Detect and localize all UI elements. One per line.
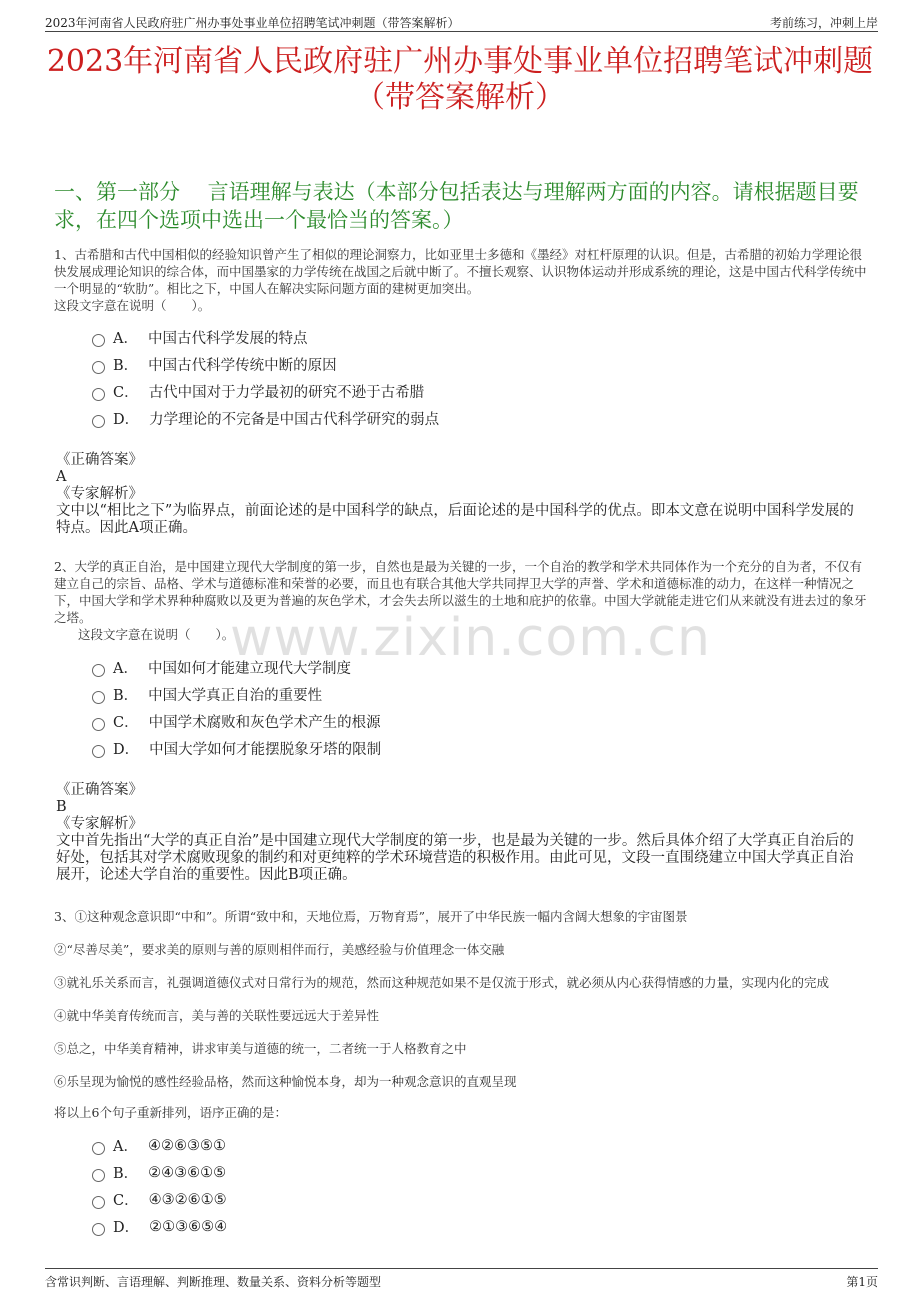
option-text: 中国古代科学传统中断的原因 (148, 358, 337, 374)
option-label: C． (113, 385, 139, 401)
analysis-text: 文中以“相比之下”为临界点，前面论述的是中国科学的缺点，后面论述的是中国科学的优点。即本文意在说明中国科学发展的特点。因此A项正确。 (56, 503, 854, 536)
header-slogan: 考前练习，冲刺上岸 (769, 16, 878, 30)
q3-option-c[interactable] (92, 1186, 612, 1213)
q2-option-d[interactable] (92, 735, 612, 762)
q1-option-a[interactable] (92, 324, 612, 351)
q1-option-d[interactable] (92, 405, 612, 432)
option-text: ④③②⑥①⑤ (148, 1191, 227, 1208)
option-label: A． (113, 1139, 138, 1155)
option-label: C． (113, 715, 139, 731)
analysis-label: 《专家解析》 (56, 816, 143, 832)
document-title (40, 44, 880, 116)
q3-sentence-5: ⑤总之，中华美育精神，讲求审美与道德的统一，二者统一于人格教育之中 (54, 1041, 467, 1056)
analysis-text: 文中首先指出“大学的真正自治”是中国建立现代大学制度的第一步，也是最为关键的一步。然后具体介绍了大学真正自治后的好处，包括其对学术腐败现象的制约和对更纯粹的学术环境营造的积极作用。由此可见，文段一直围绕建立中国大学真正自治展开，论述大学自治的重要性。因此B项正确。 (56, 833, 854, 883)
radio-icon[interactable] (92, 745, 105, 758)
option-text: 古代中国对于力学最初的研究不逊于古希腊 (148, 385, 425, 401)
radio-icon[interactable] (92, 388, 105, 401)
header-title: 2023年河南省人民政府驻广州办事处事业单位招聘笔试冲刺题（带答案解析） (45, 16, 460, 30)
option-text: 中国大学真正自治的重要性 (148, 688, 323, 704)
answer-label: 《正确答案》 (56, 782, 143, 798)
question-2-body: 2、大学的真正自治，是中国建立现代大学制度的第一步，自然也是最为关键的一步，一个自治的教学和学术共同体作为一个充分的自为者，不仅有建立自己的宗旨、品格、学术与道德标准和荣誉的必要，而且也有联合其他大学共同捍卫大学的声誉、学术和道德标准的动力，在这样一种情况之下，中国大学和学术界种种腐败以及更为普遍的灰色学术，才会失去所以滋生的土地和庇护的依靠。中国大学就能走进它们从来就没有进去过的象牙之塔。 (54, 559, 867, 625)
option-label: B． (113, 1166, 139, 1182)
footer-description: 含常识判断、言语理解、判断推理、数量关系、资料分析等题型 (45, 1275, 382, 1289)
question-1-text (54, 246, 868, 314)
question-2-answer (56, 782, 866, 884)
q3-sentence-6: ⑥乐呈现为愉悦的感性经验品格，然而这种愉悦本身，却为一种观念意识的直观呈现 (54, 1074, 517, 1089)
page-header (45, 12, 878, 32)
option-label: D． (113, 412, 140, 428)
q3-sentence-2: ②“尽善尽美”，要求美的原则与善的原则相伴而行，美感经验与价值理念一体交融 (54, 942, 505, 957)
q3-sentence-1: 3、①这种观念意识即“中和”。所谓“致中和，天地位焉，万物育焉”，展开了中华民族一幅内含阔大想象的宇宙图景 (54, 909, 688, 924)
q3-sentence-4: ④就中华美育传统而言，美与善的关联性要远远大于差异性 (54, 1008, 380, 1023)
q2-option-a[interactable] (92, 654, 612, 681)
section-heading: 一、第一部分 言语理解与表达（本部分包括表达与理解两方面的内容。请根据题目要求，在四个选项中选出一个最恰当的答案。） (54, 180, 859, 232)
answer-value: B (56, 799, 67, 815)
q2-option-b[interactable] (92, 681, 612, 708)
title-line-1: 2023年河南省人民政府驻广州办事处事业单位招聘笔试冲刺题 (46, 44, 874, 79)
question-2-text (54, 558, 868, 643)
answer-value: A (56, 469, 67, 485)
q3-option-b[interactable] (92, 1159, 612, 1186)
analysis-label: 《专家解析》 (56, 486, 143, 502)
option-text: 力学理论的不完备是中国古代科学研究的弱点 (149, 412, 440, 428)
option-label: B． (113, 688, 139, 704)
option-text: 中国古代科学发展的特点 (147, 331, 308, 347)
option-text: ②①③⑥⑤④ (149, 1218, 228, 1235)
option-label: C． (113, 1193, 139, 1209)
answer-label: 《正确答案》 (56, 452, 143, 468)
q2-option-c[interactable] (92, 708, 612, 735)
q1-option-c[interactable] (92, 378, 612, 405)
question-2-prompt: 这段文字意在说明（ ）。 (78, 627, 235, 642)
radio-icon[interactable] (92, 664, 105, 677)
radio-icon[interactable] (92, 1142, 105, 1155)
watermark: www.zixin.com.cn (230, 608, 711, 668)
page-footer (45, 1268, 878, 1289)
q1-option-b[interactable] (92, 351, 612, 378)
option-label: A． (113, 661, 138, 677)
question-1-options (92, 324, 612, 432)
option-text: 中国学术腐败和灰色学术产生的根源 (148, 715, 381, 731)
option-label: B． (113, 358, 139, 374)
question-1-answer (56, 452, 866, 537)
q3-prompt: 将以上6个句子重新排列，语序正确的是： (54, 1105, 287, 1120)
radio-icon[interactable] (92, 415, 105, 428)
q3-sentence-3: ③就礼乐关系而言，礼强调道德仪式对日常行为的规范，然而这种规范如果不是仅流于形式，就必须从内心获得情感的力量，实现内化的完成 (54, 975, 830, 990)
radio-icon[interactable] (92, 691, 105, 704)
radio-icon[interactable] (92, 1196, 105, 1209)
option-text: 中国如何才能建立现代大学制度 (147, 661, 351, 677)
radio-icon[interactable] (92, 1169, 105, 1182)
option-label: D． (113, 1220, 140, 1236)
option-text: ②④③⑥①⑤ (148, 1164, 227, 1181)
option-text: ④②⑥③⑤① (147, 1137, 226, 1154)
question-1-prompt: 这段文字意在说明（ ）。 (54, 298, 211, 313)
question-3-options (92, 1132, 612, 1240)
q3-option-a[interactable] (92, 1132, 612, 1159)
radio-icon[interactable] (92, 334, 105, 347)
question-2-options (92, 654, 612, 762)
question-1-body: 1、古希腊和古代中国相似的经验知识曾产生了相似的理论洞察力，比如亚里士多德和《墨经》对杠杆原理的认识。但是，古希腊的初始力学理论很快发展成理论知识的综合体，而中国墨家的力学传统在战国之后就中断了。不擅长观察、认识物体运动并形成系统的理论，这是中国古代科学传统中一个明显的“软肋”。相比之下，中国人在解决实际问题方面的建树更加突出。 (54, 247, 867, 296)
title-line-2: （带答案解析） (355, 80, 565, 115)
radio-icon[interactable] (92, 718, 105, 731)
page-number: 第1页 (846, 1275, 878, 1289)
option-label: A． (113, 331, 138, 347)
radio-icon[interactable] (92, 361, 105, 374)
radio-icon[interactable] (92, 1223, 105, 1236)
option-label: D． (113, 742, 140, 758)
option-text: 中国大学如何才能摆脱象牙塔的限制 (149, 742, 382, 758)
q3-option-d[interactable] (92, 1213, 612, 1240)
